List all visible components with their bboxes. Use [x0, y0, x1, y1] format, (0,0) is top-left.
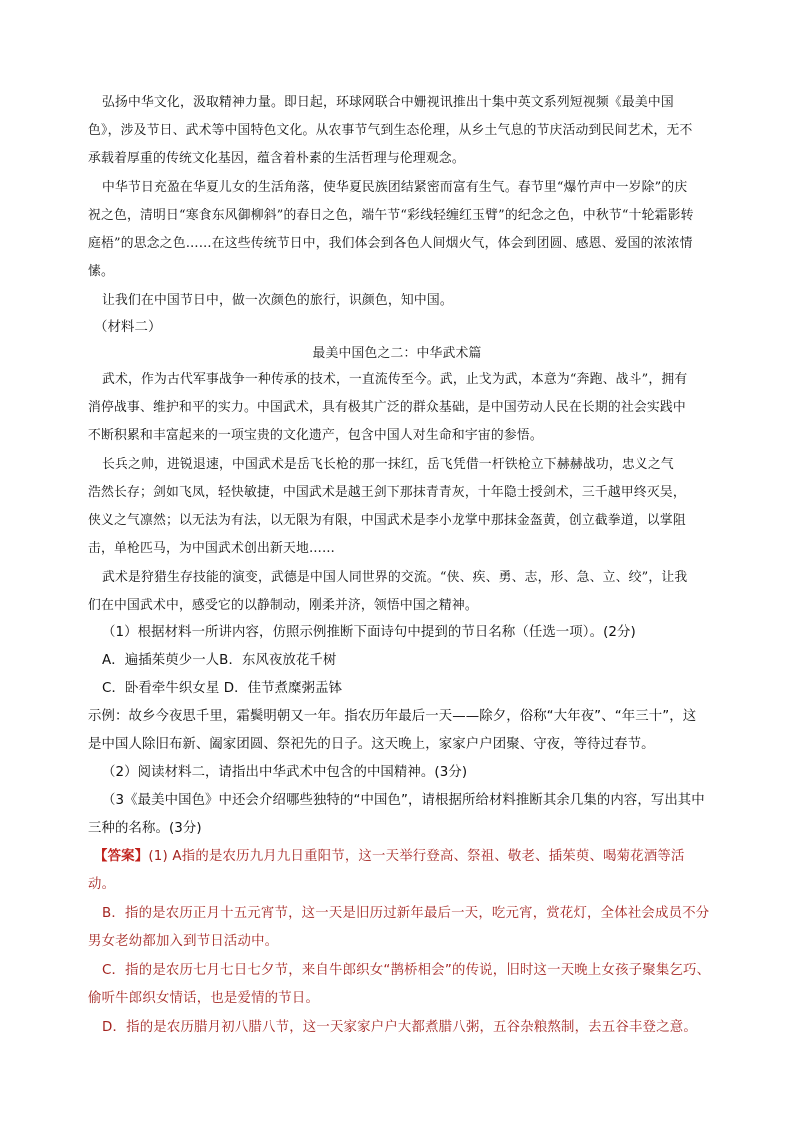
material-two-label: （材料二） [94, 320, 162, 335]
m2-p1-line2: 消停战事、维护和平的实力。中国武术，具有极其广泛的群众基础，是中国劳动人民在长期的社会实践中 [88, 400, 686, 415]
m1-p3-line1: 让我们在中国节日中，做一次颜色的旅行，识颜色，知中国。 [102, 293, 453, 308]
question-2: （2）阅读材料二，请指出中华武术中包含的中国精神。(3分) [102, 765, 468, 780]
question-3-line2: 三种的名称。(3分) [88, 821, 202, 836]
m1-p2-line1: 中华节日充盈在华夏儿女的生活角落，使华夏民族团结紧密而富有生气。春节里“爆竹声中一岁除”的庆 [102, 180, 688, 195]
answer-tag: 【答案】 [94, 849, 149, 864]
m2-p3-line2: 们在中国武术中，感受它的以静制动，刚柔并济，领悟中国之精神。 [88, 598, 478, 613]
answer-a-text: (1) A指的是农历九月九日重阳节，这一天举行登高、祭祖、敬老、插茱萸、喝菊花酒等活 [148, 849, 685, 864]
m1-p1-line2: 色》，涉及节日、武术等中国特色文化。从农事节气到生态伦理，从乡土气息的节庆活动到民间艺术，无不 [88, 123, 693, 138]
m2-p2-line4: 击，单枪匹马，为中国武术创出新天地…… [88, 541, 335, 556]
material-two-title: 最美中国色之二：中华武术篇 [312, 346, 482, 361]
m1-p1-line1: 弘扬中华文化，汲取精神力量。即日起，环球网联合中姗视讯推出十集中英文系列短视频《最美中国 [102, 95, 674, 110]
answer-b-line1: B．指的是农历正月十五元宵节，这一天是旧历过新年最后一天，吃元宵，赏花灯，全体社会成员不分 [102, 906, 710, 921]
m2-p2-line2: 浩然长存；剑如飞凤，轻快敏捷，中国武术是越王剑下那抹青青灰，十年隐士授剑术，三千越甲终灭吴， [88, 485, 686, 500]
m1-p2-line2: 祝之色，清明日“寒食东风御柳斜”的春日之色，端午节“彩线轻缠红玉臂”的纪念之色，中秋节“十轮霜影转 [88, 208, 694, 223]
m2-p1-line3: 不断积累和丰富起来的一项宝贵的文化遗产，包含中国人对生命和宇宙的参悟。 [88, 428, 543, 443]
m1-p2-line4: 愫。 [88, 264, 114, 279]
m2-p2-line3: 侠义之气凛然；以无法为有法，以无限为有限，中国武术是李小龙掌中那抹金盔黄，创立截拳道，以掌阻 [88, 513, 686, 528]
answer-a-line2: 动。 [88, 877, 116, 892]
question-3-line1: （3《最美中国色》中还会介绍哪些独特的“中国色”，请根据所给材料推断其余几集的内容，写出其中 [102, 793, 705, 808]
example-line1: 示例：故乡今夜思千里，霜鬓明朝又一年。指农历年最后一天——除夕，俗称“大年夜”、“年三十”，这 [88, 709, 697, 724]
answer-c-line1: C．指的是农历七月七日七夕节，来自牛郎织女“鹊桥相会”的传说，旧时这一天晚上女孩子聚集乞巧、 [102, 963, 711, 978]
answer-b-line2: 男女老幼都加入到节日活动中。 [88, 934, 279, 949]
question-1: （1）根据材料一所讲内容，仿照示例推断下面诗句中提到的节日名称（任选一项）。(2分) [102, 625, 636, 640]
m2-p3-line1: 武术是狩猎生存技能的演变，武德是中国人同世界的交流。“侠、疾、勇、志，形、急、立、绞”，让我 [102, 570, 688, 585]
answer-c-line2: 偷听牛郎织女情话，也是爱情的节日。 [88, 991, 320, 1006]
example-line2: 是中国人除旧布新、阖家团圆、祭祀先的日子。这天晚上，家家户户团聚、守夜，等待过春节。 [88, 737, 655, 752]
question-1-options-ab: A．遍插茱萸少一人B．东风夜放花千树 [102, 653, 337, 668]
question-1-options-cd: C．卧看牵牛织女星 D．佳节煮糜粥盂钵 [102, 681, 343, 696]
m1-p2-line3: 庭梧”的思念之色……在这些传统节日中，我们体会到各色人间烟火气，体会到团圆、感恩、爱国的浓浓情 [88, 236, 693, 251]
m1-p1-line3: 承载着厚重的传统文化基因，蕴含着朴素的生活哲理与伦理观念。 [88, 151, 465, 166]
m2-p2-line1: 长兵之帅，进锐退速，中国武术是岳飞长枪的那一抹红，岳飞凭借一杆铁枪立下赫赫战功，忠义之气 [102, 457, 674, 472]
answer-a-line1 [94, 847, 685, 867]
answer-d-line1: D．指的是农历腊月初八腊八节，这一天家家户户大都煮腊八粥，五谷杂粮熬制，去五谷丰登之意。 [102, 1020, 697, 1035]
m2-p1-line1: 武术，作为古代军事战争一种传承的技术，一直流传至今。武，止戈为武，本意为“奔跑、战斗”，拥有 [102, 372, 688, 387]
